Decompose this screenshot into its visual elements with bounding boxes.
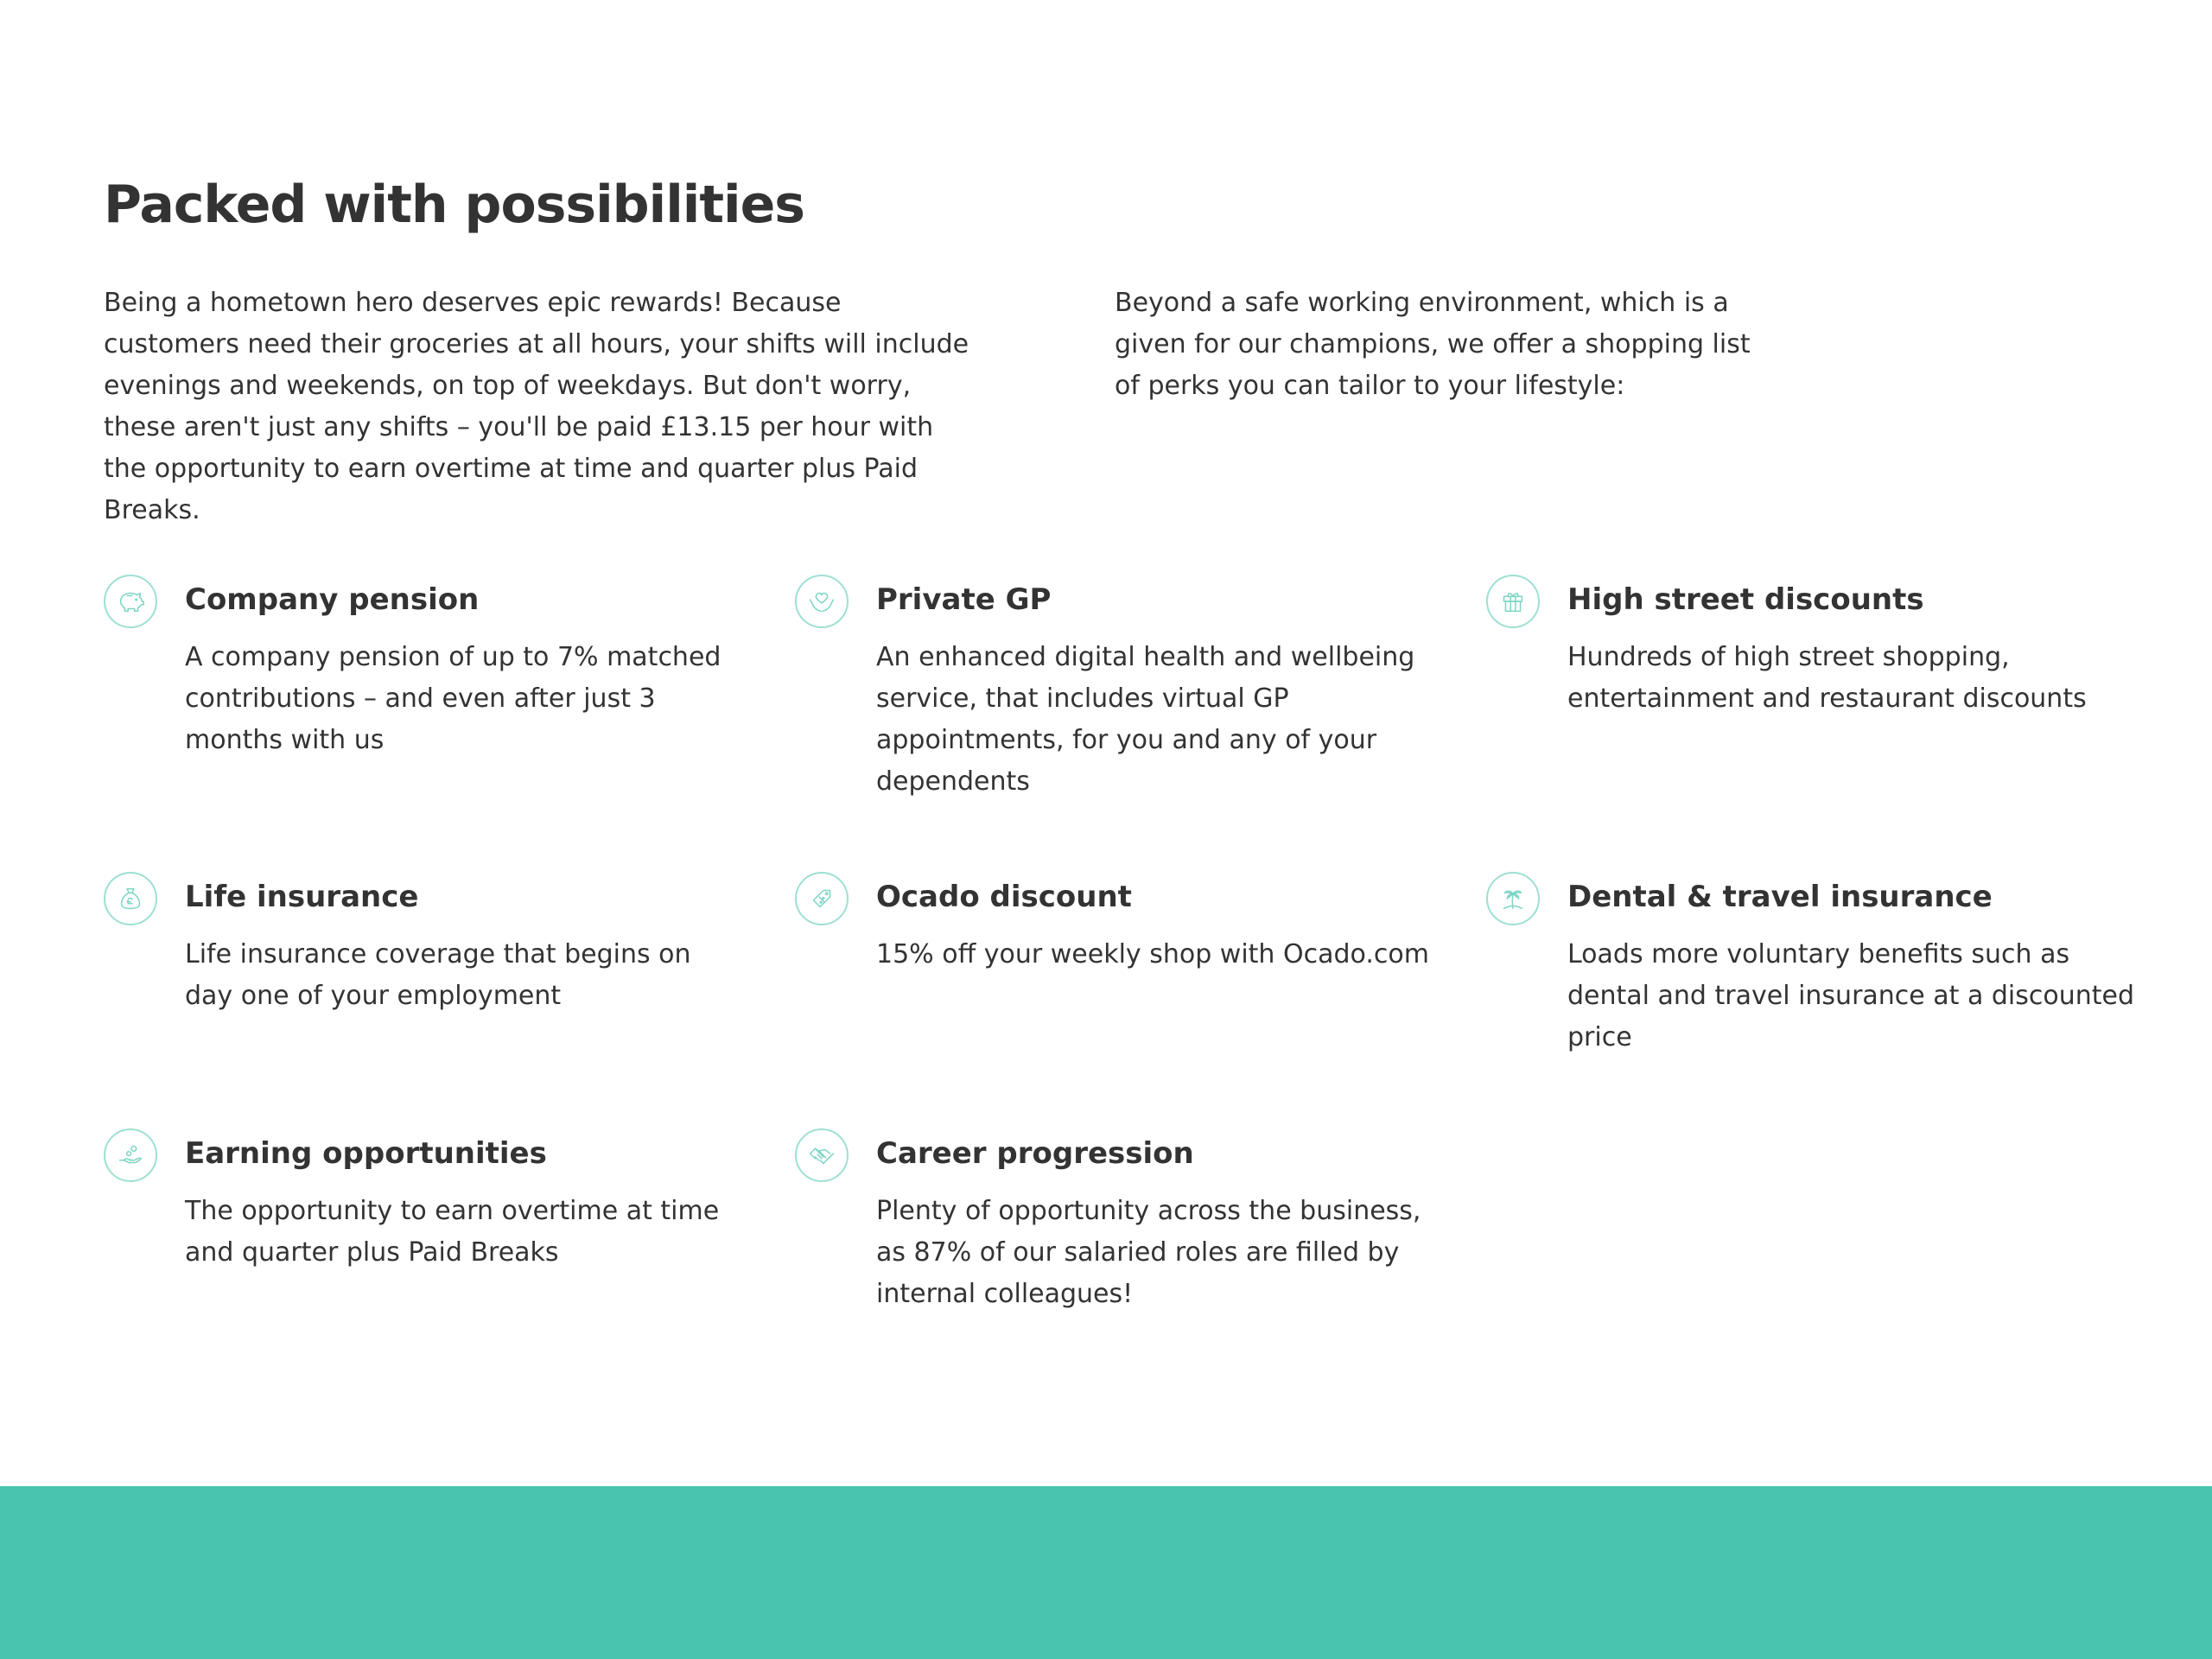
handshake-icon [795,1128,849,1182]
benefit-description: Plenty of opportunity across the business, as 87% of our salaried roles are filled by internal colleagues! [876,1196,1421,1309]
benefit-title: Ocado discount [876,880,1132,914]
palm-tree-icon [1486,872,1540,925]
benefit-description: Life insurance coverage that begins on day one of your employment [185,939,691,1011]
benefit-description: Loads more voluntary benefits such as dental and travel insurance at a discounted price [1567,939,2135,1052]
benefit-title: Private GP [876,582,1052,617]
benefit-description: 15% off your weekly shop with Ocado.com [876,939,1429,969]
intro-paragraph-right: Beyond a safe working environment, which is a given for our champions, we offer a shopping list of perks you can tailor to your lifestyle: [1115,288,1751,401]
gift-icon [1486,575,1540,628]
benefit-description: An enhanced digital health and wellbeing service, that includes virtual GP appointments, for you and any of your dependents [876,642,1415,797]
heart-hands-icon [795,575,849,628]
benefit-title: Career progression [876,1136,1194,1171]
benefit-title: Earning opportunities [185,1136,547,1171]
section-heading: Packed with possibilities [104,175,804,235]
benefit-description: The opportunity to earn overtime at time and quarter plus Paid Breaks [185,1196,720,1268]
benefit-title: Life insurance [185,880,419,914]
intro-paragraph-left: Being a hometown hero deserves epic rewards! Because customers need their groceries at all hours, your shifts will include evenings and weekends, on top of weekdays. But don't worry, these aren't just any shifts – you'll be paid £13.15 per hour with the opportunity to earn overtime at time and quarter plus Paid Breaks. [104,288,969,525]
benefit-title: Dental & travel insurance [1567,880,1993,914]
benefit-description: A company pension of up to 7% matched contributions – and even after just 3 months with us [185,642,721,755]
benefit-title: Company pension [185,582,480,617]
benefit-description: Hundreds of high street shopping, entertainment and restaurant discounts [1567,642,2087,714]
hand-coins-icon [104,1128,157,1182]
discount-tag-icon [795,872,849,925]
money-bag-icon [104,872,157,925]
piggy-bank-icon [104,575,157,628]
benefit-title: High street discounts [1567,582,1924,617]
footer-band [0,1486,2212,1659]
